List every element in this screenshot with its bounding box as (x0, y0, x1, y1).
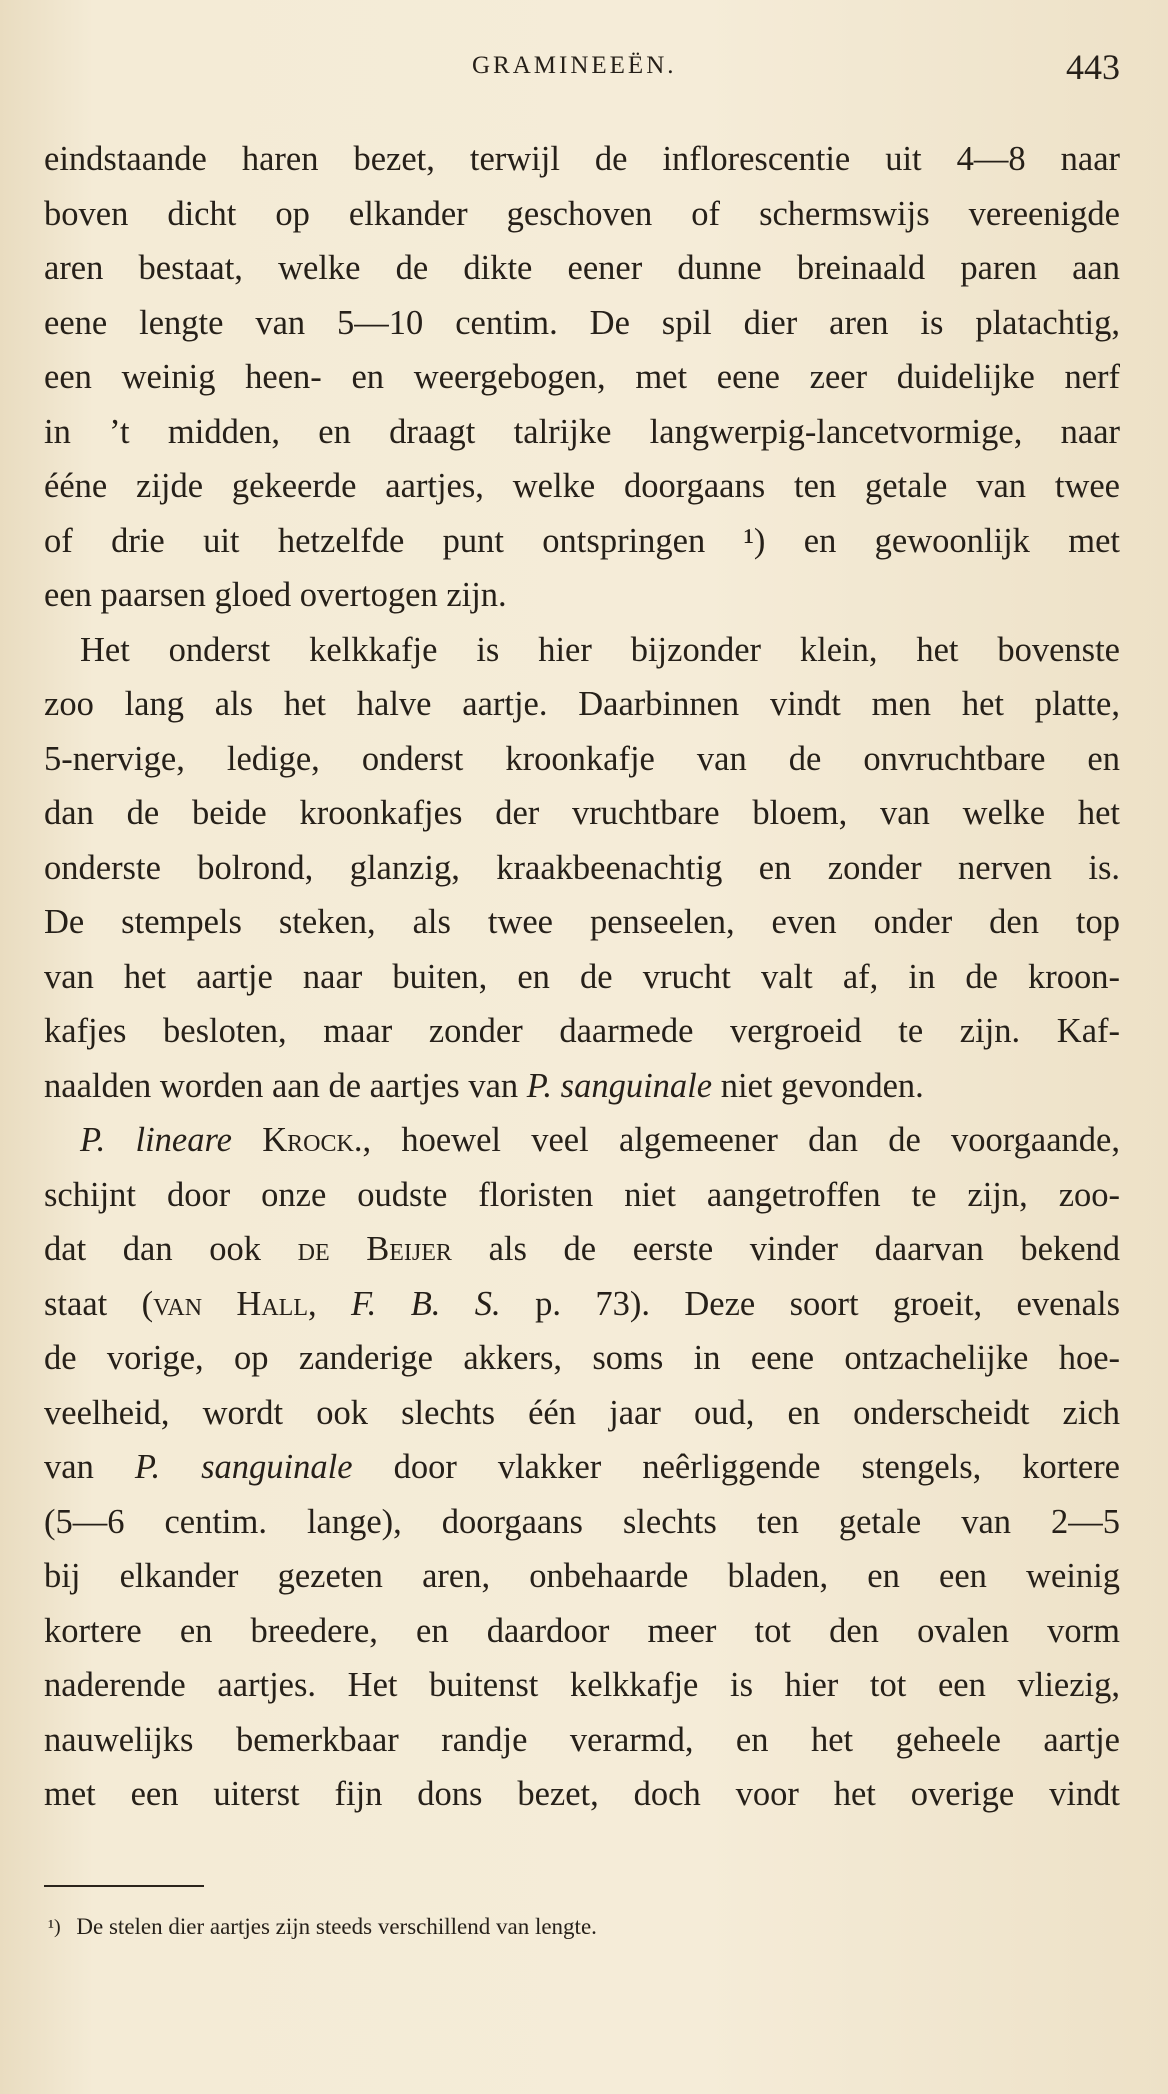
text-line (44, 623, 1120, 678)
text-segment: , hoewel veel algemeener dan de voorgaande, (362, 1121, 1120, 1159)
text-line (44, 1549, 1120, 1604)
text-line (44, 1222, 1120, 1277)
text-segment: naderende aartjes. Het buitenst kelkkafje is hier tot een vliezig, (44, 1666, 1120, 1704)
text-segment: P. sanguinale (134, 1448, 353, 1486)
text-segment: boven dicht op elkander geschoven of schermswijs vereenigde (44, 194, 1120, 233)
text-line (44, 841, 1120, 896)
text-line (44, 405, 1120, 460)
text-segment: Krock. (262, 1121, 363, 1159)
text-line (44, 895, 1120, 950)
text-line (44, 296, 1120, 351)
text-segment: kafjes besloten, maar zonder daarmede vergroeid te zijn. Kaf- (44, 1012, 1120, 1050)
text-segment: kortere en breedere, en daardoor meer tot den ovalen vorm (44, 1611, 1120, 1650)
text-line (44, 1604, 1120, 1659)
text-line (44, 187, 1120, 242)
text-segment: niet gevonden. (712, 1066, 924, 1105)
body-text (44, 132, 1120, 1822)
text-line (44, 1495, 1120, 1550)
text-segment: veelheid, wordt ook slechts één jaar oud, en onderscheidt zich (44, 1393, 1120, 1432)
text-segment: , (308, 1284, 352, 1323)
text-segment: aren bestaat, welke de dikte eener dunne breinaald paren aan (44, 249, 1120, 287)
text-line (44, 1331, 1120, 1386)
text-line (44, 1004, 1120, 1059)
footnote (44, 1912, 1044, 1942)
text-segment: van (44, 1448, 135, 1486)
text-segment: zoo lang als het halve aartje. Daarbinnen vindt men het platte, (44, 685, 1120, 723)
text-segment: P. sanguinale (526, 1066, 713, 1105)
text-segment: van het aartje naar buiten, en de vrucht valt af, in de kroon- (44, 957, 1120, 996)
text-segment: dat dan ook (44, 1230, 298, 1268)
text-line (44, 132, 1120, 187)
text-line (44, 350, 1120, 405)
text-segment: nauwelijks bemerkbaar randje verarmd, en het geheele aartje (44, 1720, 1120, 1759)
footnote-text: De stelen dier aartjes zijn steeds verschillend van lengte. (76, 1914, 597, 1939)
text-segment: p. 73). Deze soort groeit, evenals (500, 1284, 1120, 1323)
text-line (44, 1713, 1120, 1768)
text-segment: met een uiterst fijn dons bezet, doch voor het overige vindt (44, 1775, 1120, 1813)
text-segment: als de eerste vinder daarvan bekend (451, 1230, 1121, 1268)
text-segment: in ’t midden, en draagt talrijke langwerpig-lancetvormige, naar (44, 412, 1120, 451)
text-line (44, 459, 1120, 514)
text-line (44, 1767, 1120, 1822)
footnote-marker: ¹) (48, 1916, 61, 1938)
text-segment: staat ( (44, 1284, 154, 1323)
text-segment (232, 1121, 262, 1159)
text-segment: de vorige, op zanderige akkers, soms in eene ontzachelijke hoe- (44, 1339, 1120, 1377)
text-line (44, 1168, 1120, 1223)
text-line (44, 1059, 1120, 1114)
text-segment: ééne zijde gekeerde aartjes, welke doorgaans ten getale van twee (44, 467, 1120, 505)
text-line (44, 568, 1120, 623)
text-segment: een paarsen gloed overtogen zijn. (44, 576, 507, 614)
text-segment: van Hall (153, 1284, 308, 1323)
page-number: 443 (1066, 47, 1120, 87)
text-segment: naalden worden aan de aartjes van (44, 1066, 527, 1105)
text-line (44, 732, 1120, 787)
text-segment: eene lengte van 5—10 centim. De spil dier aren is platachtig, (44, 303, 1120, 342)
text-segment: P. lineare (80, 1121, 232, 1159)
text-segment: De stempels steken, als twee penseelen, even onder den top (44, 903, 1120, 941)
text-segment: of drie uit hetzelfde punt ontspringen ¹) en gewoonlijk met (44, 521, 1120, 560)
text-line (44, 1440, 1120, 1495)
text-segment: Het onderst kelkkafje is hier bijzonder klein, het bovenste (80, 630, 1120, 669)
text-segment: F. B. S. (351, 1284, 501, 1323)
running-title: GRAMINEEËN. (472, 52, 677, 79)
text-segment: dan de beide kroonkafjes der vruchtbare bloem, van welke het (44, 794, 1120, 832)
text-segment: (5—6 centim. lange), doorgaans slechts ten getale van 2—5 (44, 1502, 1120, 1541)
text-segment: 5-nervige, ledige, onderst kroonkafje van de onvruchtbare en (44, 739, 1120, 778)
text-line (44, 1277, 1120, 1332)
text-segment: de Beijer (297, 1230, 452, 1268)
text-segment: door vlakker neêrliggende stengels, kortere (352, 1448, 1120, 1486)
text-line (44, 1658, 1120, 1713)
text-line (44, 786, 1120, 841)
text-line (44, 677, 1120, 732)
text-segment: een weinig heen- en weergebogen, met eene zeer duidelijke nerf (44, 358, 1120, 396)
text-segment: eindstaande haren bezet, terwijl de inflorescentie uit 4—8 naar (44, 140, 1120, 178)
running-head (0, 47, 1168, 92)
text-line (44, 950, 1120, 1005)
text-line (44, 514, 1120, 569)
text-segment: schijnt door onze oudste floristen niet aangetroffen te zijn, zoo- (44, 1175, 1120, 1214)
text-line (44, 1386, 1120, 1441)
footnote-rule (44, 1885, 204, 1887)
text-segment: bij elkander gezeten aren, onbehaarde bladen, en een weinig (44, 1557, 1120, 1595)
text-line (44, 1113, 1120, 1168)
text-line (44, 241, 1120, 296)
text-segment: onderste bolrond, glanzig, kraakbeenachtig en zonder nerven is. (44, 848, 1120, 887)
